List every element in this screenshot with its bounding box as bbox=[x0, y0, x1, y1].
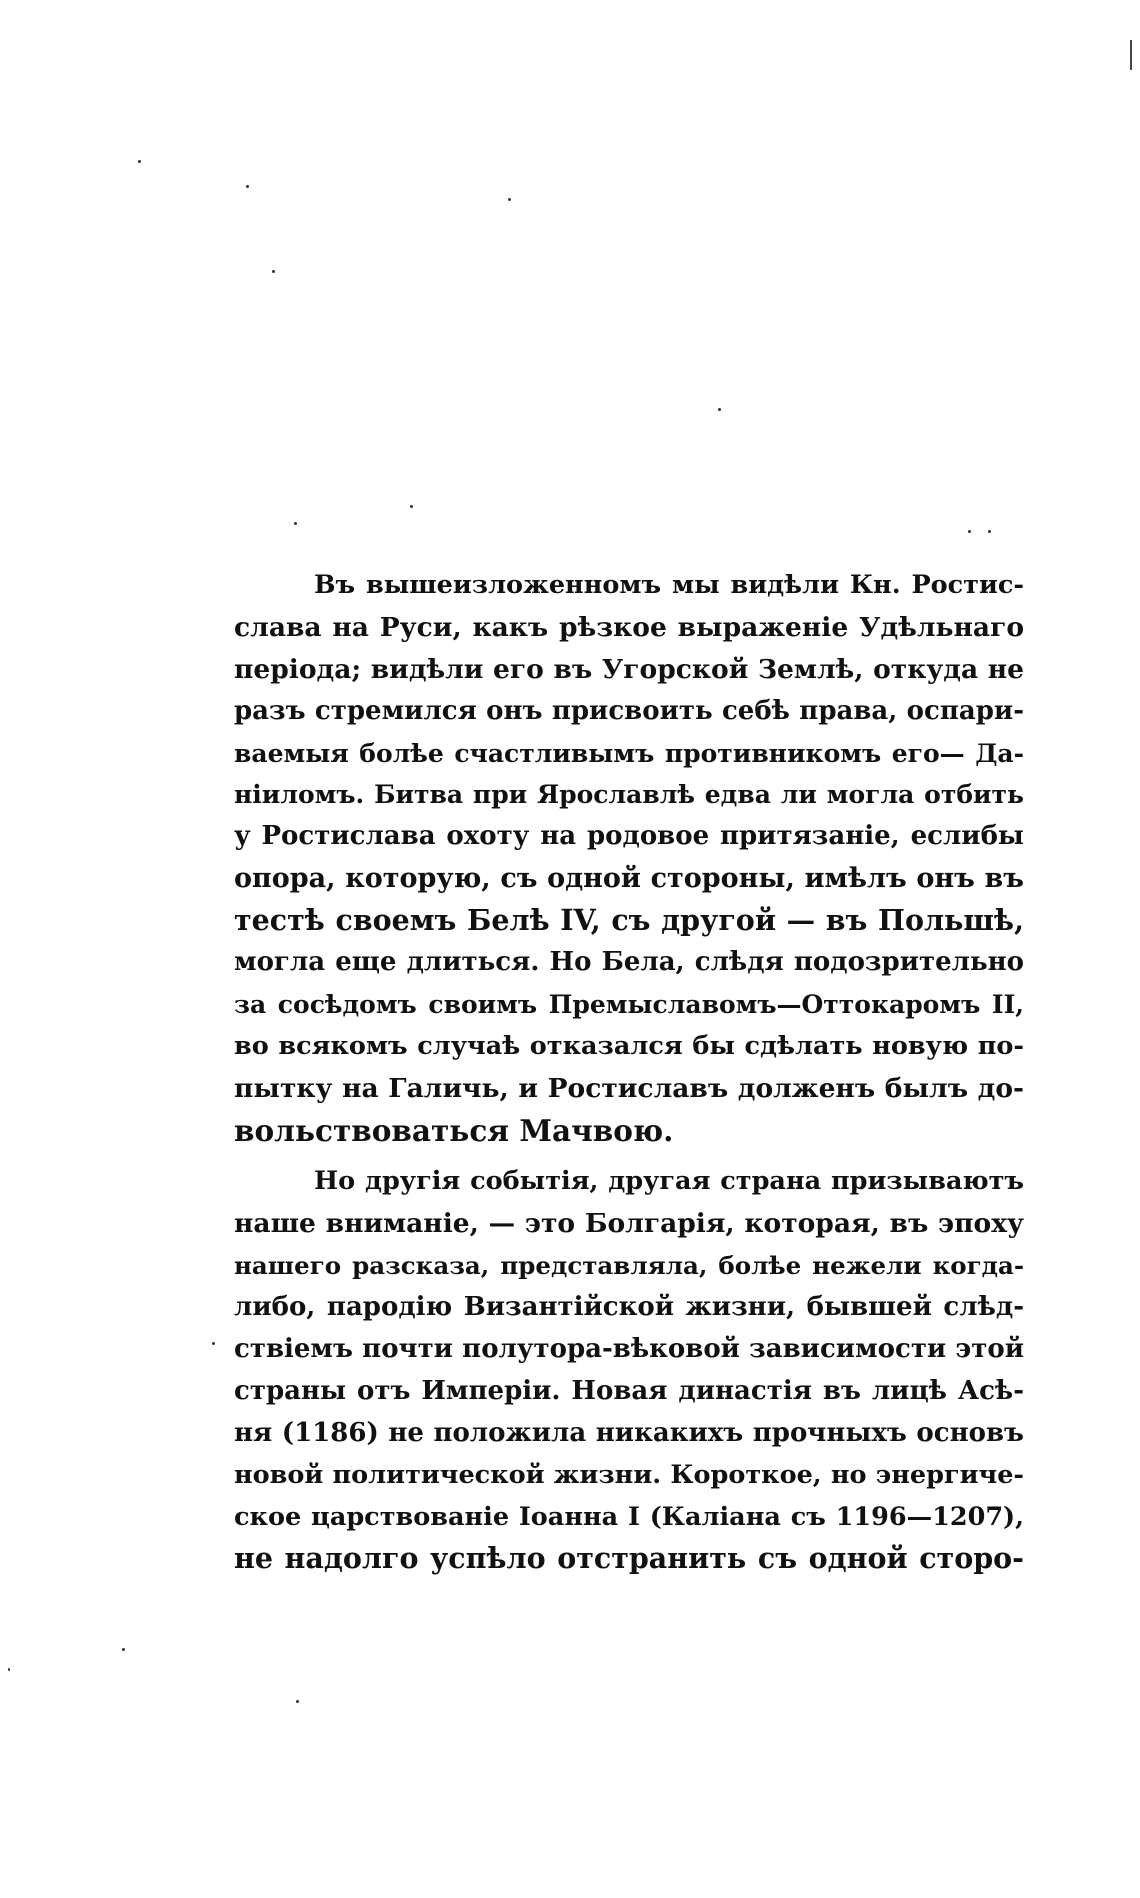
print-speck bbox=[138, 160, 141, 163]
print-speck bbox=[508, 198, 511, 201]
text-line: пытку на Галичь, и Ростиславъ долженъ былъ до- bbox=[234, 1072, 1024, 1104]
text-line: ваемыя болѣе счастливымъ противникомъ его— Да- bbox=[234, 738, 1024, 768]
print-speck bbox=[968, 530, 971, 533]
body-text bbox=[234, 565, 1024, 1580]
print-speck bbox=[410, 505, 413, 508]
text-line: наше вниманіе, — это Болгарія, которая, въ эпоху bbox=[234, 1208, 1024, 1240]
print-speck bbox=[122, 1648, 125, 1651]
text-line: нашего разсказа, представляла, болѣе нежели когда- bbox=[234, 1251, 1024, 1281]
paragraph bbox=[234, 1161, 1024, 1580]
page-edge-mark bbox=[1130, 40, 1132, 70]
text-line: могла еще длиться. Но Бела, слѣдя подозрительно bbox=[234, 947, 1024, 978]
print-speck bbox=[718, 408, 721, 411]
paragraph bbox=[234, 565, 1024, 1151]
text-line: Но другія событія, другая страна призываютъ bbox=[314, 1166, 1024, 1197]
print-speck bbox=[296, 1700, 299, 1703]
text-line: ское царствованіе Іоанна I (Каліана съ 1196—1207), bbox=[234, 1501, 1024, 1532]
text-line: ніиломъ. Битва при Ярославлѣ едва ли могла отбить bbox=[234, 780, 1024, 810]
text-line: у Ростислава охоту на родовое притязаніе, еслибы bbox=[234, 821, 1024, 852]
text-line: вольствоваться Мачвою. bbox=[234, 1112, 674, 1148]
text-line: ня (1186) не положила никакихъ прочныхъ основъ bbox=[234, 1417, 1024, 1448]
print-speck bbox=[272, 270, 275, 273]
print-speck bbox=[988, 530, 991, 533]
text-line: слава на Руси, какъ рѣзкое выраженіе Удѣльнаго bbox=[234, 611, 1024, 643]
text-line: тестѣ своемъ Белѣ IV, съ другой — въ Польшѣ, bbox=[234, 903, 1024, 938]
text-line: страны отъ Имперіи. Новая династія въ лицѣ Асѣ- bbox=[234, 1375, 1024, 1406]
print-speck bbox=[246, 185, 249, 188]
text-line: ствіемъ почти полутора-вѣковой зависимости этой bbox=[234, 1334, 1024, 1365]
text-line: новой политической жизни. Короткое, но энергиче- bbox=[234, 1459, 1024, 1490]
text-line: либо, пародію Византійской жизни, бывшей слѣд- bbox=[234, 1292, 1024, 1323]
text-line: во всякомъ случаѣ отказался бы сдѣлать новую по- bbox=[234, 1030, 1024, 1061]
print-speck bbox=[212, 1342, 215, 1345]
text-line: Въ вышеизложенномъ мы видѣли Кн. Ростис- bbox=[314, 570, 1024, 600]
print-speck bbox=[8, 1668, 10, 1671]
print-speck bbox=[294, 522, 297, 525]
text-line: разъ стремился онъ присвоить себѣ права, оспари- bbox=[234, 695, 1024, 726]
text-line: за сосѣдомъ своимъ Премыславомъ—Оттокаромъ II, bbox=[234, 989, 1024, 1019]
text-line: опора, которую, съ одной стороны, имѣлъ онъ въ bbox=[234, 863, 1024, 895]
text-line: періода; видѣли его въ Угорской Землѣ, откуда не bbox=[234, 653, 1024, 685]
text-line: не надолго успѣло отстранить съ одной сторо- bbox=[234, 1541, 1024, 1576]
